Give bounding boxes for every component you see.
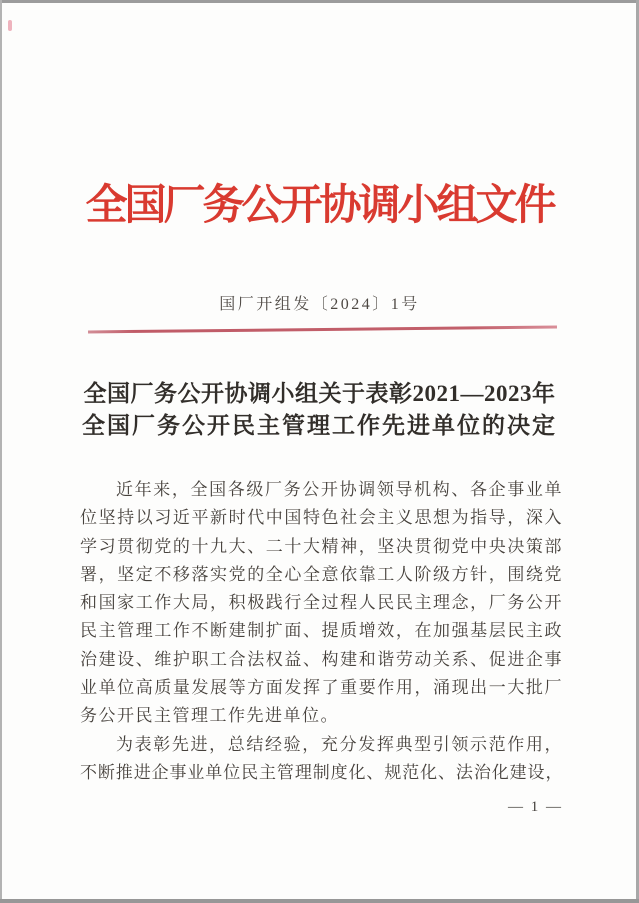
body-line: 为表彰先进，总结经验，充分发挥典型引领示范作用， <box>116 734 563 754</box>
body-line: 学习贯彻党的十九大、二十大精神，坚决贯彻党中央决策部 <box>80 536 563 556</box>
document-title <box>0 378 639 442</box>
document-title-line-1: 全国厂务公开协调小组关于表彰2021—2023年 <box>83 381 556 406</box>
body-line: 位坚持以习近平新时代中国特色社会主义思想为指导，深入 <box>80 508 563 528</box>
document-title-line-2: 全国厂务公开民主管理工作先进单位的决定 <box>82 413 557 438</box>
scan-edge-left <box>0 0 2 903</box>
scan-edge-bottom <box>0 899 639 903</box>
red-separator-line <box>88 326 557 333</box>
document-number: 国厂开组发〔2024〕1号 <box>219 296 420 313</box>
scan-edge-top <box>0 0 639 3</box>
body-line: 近年来，全国各级厂务公开协调领导机构、各企事业单 <box>116 480 563 499</box>
body-line: 业单位高质量发展等方面发挥了重要作用，涌现出一大批厂 <box>80 678 563 698</box>
body-line: 务公开民主管理工作先进单位。 <box>80 706 339 726</box>
page-number: — 1 — <box>508 799 563 815</box>
body-text <box>80 476 563 787</box>
body-line: 治建设、维护职工合法权益、构建和谐劳动关系、促进企事 <box>80 649 563 669</box>
letterhead-title: 全国厂务公开协调小组文件 <box>85 183 554 229</box>
body-line: 和国家工作大局，积极践行全过程人民民主理念，厂务公开 <box>80 593 563 613</box>
scan-artifact <box>8 20 12 31</box>
body-line: 民主管理工作不断建制扩面、提质增效，在加强基层民主政 <box>80 621 563 641</box>
body-line: 署，坚定不移落实党的全心全意依靠工人阶级方针，围绕党 <box>80 564 563 584</box>
body-line: 不断推进企事业单位民主管理制度化、规范化、法治化建设， <box>80 762 563 782</box>
